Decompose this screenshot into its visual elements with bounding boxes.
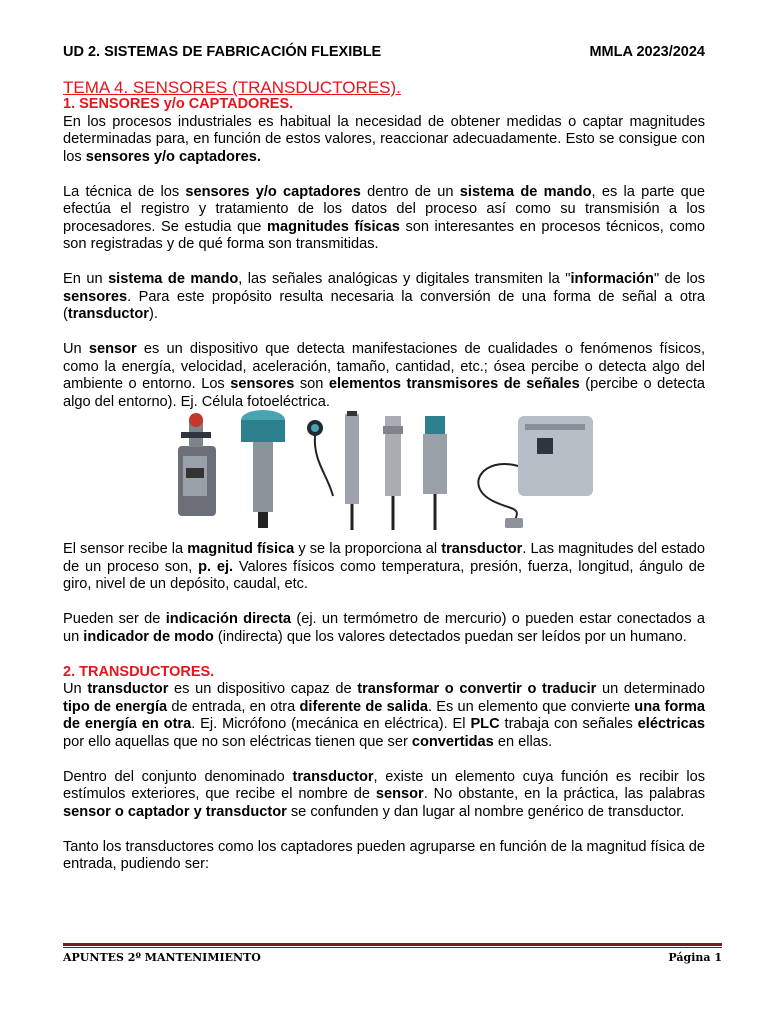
text-run: y se la proporciona al (294, 541, 442, 557)
bold-text: PLC (470, 716, 500, 732)
text-run: por ello aquellas que no son eléctricas tienen que ser (63, 733, 412, 750)
cylindrical-sensor-threaded-image (383, 416, 403, 530)
paragraph (63, 271, 705, 324)
text-run: es un dispositivo que detecta manifestaciones de cualidades o fenómenos físicos, como la energía, velocidad, aceleración, tamaño, cantidad, etc.; ósea percibe o detecta algo del ambiente o entorno. Los (63, 341, 705, 392)
paragraph (63, 611, 705, 646)
topic-title: TEMA 4. SENSORES (TRANSDUCTORES). (63, 78, 401, 97)
text-run: Un (63, 681, 88, 697)
text-run: (ej. un termómetro de mercurio) o pueden estar conectados a un (63, 611, 705, 645)
footer-rule-thin (63, 947, 722, 948)
bold-text: sensor o captador y transductor (63, 803, 287, 820)
bold-text: transductor (87, 681, 169, 697)
text-run: un determinado (596, 681, 705, 697)
text-run: (percibe o detecta algo del entorno). Ej. Célula fotoeléctrica. (63, 376, 706, 410)
paragraph (63, 839, 705, 874)
text-run: " de los (653, 271, 705, 287)
bold-text: transformar o convertir o traducir (357, 681, 597, 697)
paragraph (63, 114, 705, 167)
text-run: trabaja con señales (499, 716, 638, 732)
bold-text: sensores (63, 288, 128, 305)
text-run: en ellas. (493, 733, 553, 750)
text-run: ). (148, 306, 158, 322)
text-run: , existe un elemento cuya función es recibir los estímulos exteriores, que recibe el nombre de (63, 768, 705, 802)
text-run: son (294, 376, 329, 392)
inductive-sensor-blue-image (423, 416, 447, 530)
bold-text: eléctricas (637, 716, 706, 732)
page-number: Página 1 (668, 951, 722, 964)
text-run: son interesantes en procesos técnicos, como son registradas y de qué forma son transmitidas. (63, 218, 706, 252)
text-run: Pueden ser de (63, 611, 166, 627)
bold-text: indicador de modo (83, 628, 214, 645)
text-run: En un (63, 271, 109, 287)
bold-text: transductor (67, 306, 149, 322)
text-run: es un dispositivo capaz de (168, 681, 358, 697)
bold-text: magnitudes físicas (266, 218, 400, 235)
cylindrical-sensor-thin-image (345, 411, 359, 530)
paragraph (63, 184, 705, 254)
text-run: Un (63, 341, 89, 357)
section-2-title: 2. TRANSDUCTORES. (63, 663, 215, 680)
bold-text: transductor (441, 541, 523, 557)
text-run: se confunden y dan lugar al nombre genérico de transductor. (286, 803, 685, 820)
text-run: Dentro del conjunto denominado (63, 768, 293, 785)
bold-text: transductor (292, 768, 374, 785)
text-run: En los procesos industriales es habitual la necesidad de obtener medidas o captar magnitudes determinadas para, en función de estos valores, reaccionar adecuadamente. Esto se consigue con los (63, 113, 705, 165)
bold-text: información (570, 271, 654, 287)
bold-text: indicación directa (165, 611, 292, 627)
bold-text: sistema de mando (108, 271, 239, 287)
bold-text: sensores y/o captadores (185, 183, 361, 200)
text-run: . Es un elemento que convierte (427, 698, 635, 715)
bold-text: una forma de energía en otra (63, 698, 706, 732)
bold-text: elementos transmisores de señales (328, 376, 580, 392)
text-run: Valores físicos como temperatura, presión, fuerza, longitud, ángulo de giro, nivel de un depósito, caudal, etc. (63, 558, 706, 592)
header-course: UD 2. SISTEMAS DE FABRICACIÓN FLEXIBLE (63, 44, 382, 60)
footer-rule (63, 943, 722, 946)
text-run: , es la parte que efectúa el registro y tratamiento de los datos del proceso así como su transmisión a los procesadores. Se estudia que (63, 183, 705, 235)
paragraph (63, 769, 705, 822)
sensors-figure (163, 406, 613, 534)
paragraph (63, 541, 705, 594)
text-run: La técnica de los (63, 183, 186, 200)
text-run: El sensor recibe la (63, 541, 188, 557)
bold-text: sensor (88, 341, 137, 357)
limit-switch-sensor-image (178, 413, 216, 516)
bold-text: diferente de salida (299, 698, 428, 715)
box-sensor-with-probe-image (478, 416, 593, 528)
inductive-sensor-large-image (241, 410, 285, 528)
paragraph (63, 341, 705, 411)
text-run: . No obstante, en la práctica, las palabras (423, 786, 705, 802)
bold-text: sensores (230, 376, 295, 392)
page-footer (63, 951, 722, 964)
section-1-continued (63, 541, 705, 874)
header-code: MMLA 2023/2024 (589, 44, 705, 60)
bold-text: sensores y/o captadores. (85, 148, 261, 165)
text-run: dentro de un (360, 183, 460, 200)
footer-title: APUNTES 2º MANTENIMIENTO (63, 951, 261, 964)
section-1-title: 1. SENSORES y/o CAPTADORES. (63, 96, 294, 112)
text-run: . Para este propósito resulta necesaria la conversión de una forma de señal a otra ( (63, 288, 705, 322)
bold-text: convertidas (411, 733, 494, 750)
text-run: de entrada, en otra (167, 698, 300, 715)
small-sensor-cable-image (307, 420, 333, 496)
bold-text: sensor (375, 786, 424, 802)
bold-text: p. ej. (198, 558, 234, 575)
bold-text: magnitud física (187, 541, 295, 557)
text-run: (indirecta) que los valores detectados puedan ser leídos por un humano. (213, 628, 687, 645)
text-run: , las señales analógicas y digitales transmiten la " (238, 271, 571, 287)
text-run: . Las magnitudes del estado de un proceso son, (63, 541, 705, 575)
text-run: . Ej. Micrófono (mecánica en eléctrica). El (191, 716, 471, 732)
section-1 (63, 96, 705, 411)
bold-text: sistema de mando (459, 183, 592, 200)
text-run: Tanto los transductores como los captadores pueden agruparse en función de la magnitud física de entrada, pudiendo ser: (63, 838, 705, 872)
bold-text: tipo de energía (63, 698, 168, 715)
paragraph (63, 681, 705, 751)
